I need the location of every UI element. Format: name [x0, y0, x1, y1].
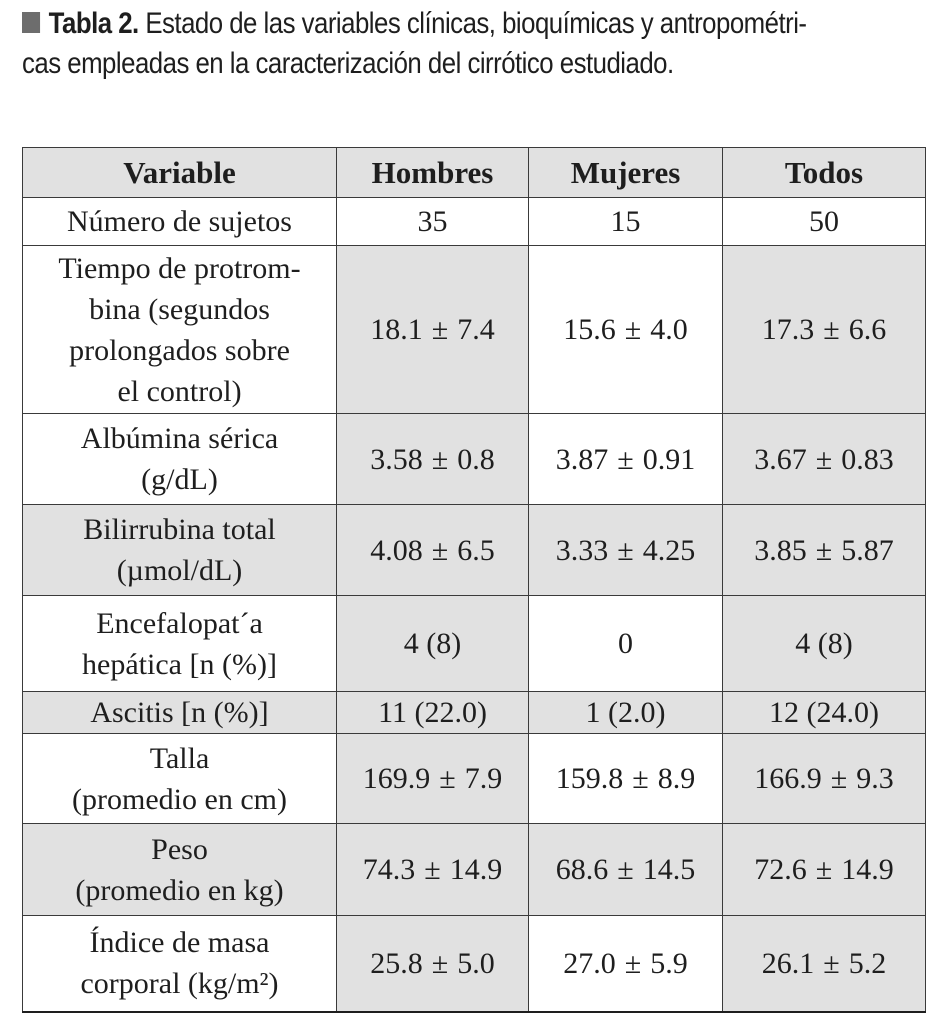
cell-sd: 14.9 [449, 853, 503, 886]
plus-minus-symbol: ± [823, 313, 840, 346]
cell-mean: 72.6 [754, 853, 807, 886]
cell-hombres [337, 734, 529, 824]
row-variable [23, 916, 337, 1012]
caption-square-icon [22, 12, 40, 33]
cell-hombres: 4 (8) [337, 596, 529, 692]
cell-todos: 50 [723, 198, 926, 246]
cell-mean: 17.3 [761, 313, 815, 346]
row-variable: Ascitis [n (%)] [23, 692, 337, 734]
variable-line: Peso [151, 832, 208, 866]
variable-line: (promedio en cm) [72, 782, 287, 816]
plus-minus-symbol: ± [439, 762, 456, 795]
plus-minus-symbol: ± [617, 853, 634, 886]
cell-mujeres: 1 (2.0) [529, 692, 723, 734]
cell-sd: 14.5 [642, 853, 696, 886]
cell-mean: 4.08 [370, 533, 423, 567]
variable-line: hepática [n (%)] [82, 647, 277, 681]
cell-sd: 5.87 [841, 533, 894, 567]
cell-mean: 159.8 [555, 762, 624, 795]
cell-mujeres [529, 916, 723, 1012]
variable-line: Tiempo de protrom- [58, 251, 301, 285]
cell-sd: 7.9 [464, 762, 503, 795]
cell-mean: 3.67 [754, 442, 807, 476]
cell-mujeres: 0 [529, 596, 723, 692]
cell-mean: 166.9 [754, 762, 822, 795]
table-row [23, 734, 926, 824]
cell-hombres [337, 414, 529, 505]
cell-mean: 3.33 [555, 533, 609, 567]
cell-sd: 4.0 [650, 313, 688, 346]
cell-sd: 4.25 [642, 533, 696, 567]
plus-minus-symbol: ± [815, 442, 833, 476]
plus-minus-symbol: ± [823, 946, 840, 980]
variable-line: Talla [149, 741, 210, 775]
cell-mean: 3.87 [555, 442, 609, 476]
table-row [23, 414, 926, 505]
cell-hombres [337, 916, 529, 1012]
cell-mean: 15.6 [563, 313, 616, 346]
cell-todos: 12 (24.0) [723, 692, 926, 734]
cell-mean: 74.3 [362, 853, 416, 886]
header-row [23, 148, 926, 198]
cell-mujeres [529, 246, 723, 414]
row-variable [23, 596, 337, 692]
cell-sd: 6.6 [848, 313, 887, 346]
cell-todos [723, 916, 926, 1012]
header-todos: Todos [723, 148, 926, 198]
cell-sd: 5.9 [650, 946, 688, 980]
cell-mujeres [529, 824, 723, 916]
table-row [23, 916, 926, 1012]
cell-sd: 5.0 [457, 946, 495, 980]
table-row [23, 692, 926, 734]
caption-line-1 [22, 4, 929, 44]
table-row [23, 824, 926, 916]
plus-minus-symbol: ± [624, 313, 642, 346]
cell-todos [723, 734, 926, 824]
plus-minus-symbol: ± [815, 853, 833, 886]
row-variable [23, 414, 337, 505]
caption-label: Tabla 2. [48, 7, 139, 40]
header-variable: Variable [23, 148, 337, 198]
variable-line: Albúmina sérica [80, 422, 279, 455]
variable-line: Encefalopat´a [96, 606, 263, 640]
cell-todos: 4 (8) [723, 596, 926, 692]
cell-mean: 3.58 [370, 442, 423, 476]
table-caption [22, 4, 929, 84]
variable-line: corporal (kg/m²) [80, 967, 279, 1001]
cell-sd: 5.2 [848, 946, 887, 980]
plus-minus-symbol: ± [830, 762, 848, 795]
cell-mean: 18.1 [370, 313, 423, 346]
table-row [23, 505, 926, 596]
variable-line: (g/dL) [141, 463, 218, 496]
table-row [23, 198, 926, 246]
cell-mujeres [529, 414, 723, 505]
variable-line: bina (segundos [89, 292, 270, 326]
plus-minus-symbol: ± [431, 533, 449, 567]
plus-minus-symbol: ± [431, 313, 449, 346]
cell-todos [723, 824, 926, 916]
cell-mujeres [529, 505, 723, 596]
plus-minus-symbol: ± [431, 946, 449, 980]
row-variable: Número de sujetos [23, 198, 337, 246]
header-mujeres: Mujeres [529, 148, 723, 198]
cell-hombres: 11 (22.0) [337, 692, 529, 734]
plus-minus-symbol: ± [624, 946, 642, 980]
cell-mean: 3.85 [754, 533, 807, 567]
cell-hombres [337, 824, 529, 916]
cell-todos [723, 414, 926, 505]
data-table [22, 147, 926, 1013]
plus-minus-symbol: ± [617, 442, 634, 476]
plus-minus-symbol: ± [431, 442, 449, 476]
cell-mujeres: 15 [529, 198, 723, 246]
cell-mean: 26.1 [761, 946, 815, 980]
cell-mean: 27.0 [563, 946, 616, 980]
cell-sd: 0.91 [642, 442, 696, 476]
cell-sd: 8.9 [657, 762, 696, 795]
caption-text-1: Estado de las variables clínicas, bioquímicas y antropométri- [138, 7, 807, 40]
cell-sd: 9.3 [856, 762, 894, 795]
plus-minus-symbol: ± [815, 533, 833, 567]
row-variable [23, 505, 337, 596]
plus-minus-symbol: ± [424, 853, 441, 886]
header-hombres: Hombres [337, 148, 529, 198]
cell-sd: 0.8 [457, 442, 495, 476]
row-variable [23, 824, 337, 916]
variable-line: (µmol/dL) [116, 554, 243, 587]
plus-minus-symbol: ± [632, 762, 649, 795]
row-variable [23, 246, 337, 414]
row-variable [23, 734, 337, 824]
caption-line-2: cas empleadas en la caracterización del cirrótico estudiado. [22, 47, 674, 80]
variable-line: prolongados sobre [69, 333, 290, 367]
cell-todos [723, 246, 926, 414]
cell-todos [723, 505, 926, 596]
cell-hombres [337, 246, 529, 414]
variable-line: Índice de masa [89, 926, 270, 960]
table-row [23, 246, 926, 414]
cell-hombres: 35 [337, 198, 529, 246]
variable-line: Bilirrubina total [83, 513, 276, 546]
plus-minus-symbol: ± [617, 533, 634, 567]
cell-sd: 0.83 [841, 442, 894, 476]
table-row [23, 596, 926, 692]
cell-sd: 7.4 [457, 313, 495, 346]
cell-hombres [337, 505, 529, 596]
variable-line: el control) [117, 374, 242, 408]
cell-mujeres [529, 734, 723, 824]
variable-line: (promedio en kg) [75, 873, 284, 907]
cell-mean: 68.6 [555, 853, 609, 886]
cell-sd: 14.9 [841, 853, 894, 886]
cell-sd: 6.5 [457, 533, 495, 567]
cell-mean: 25.8 [370, 946, 423, 980]
cell-mean: 169.9 [362, 762, 431, 795]
